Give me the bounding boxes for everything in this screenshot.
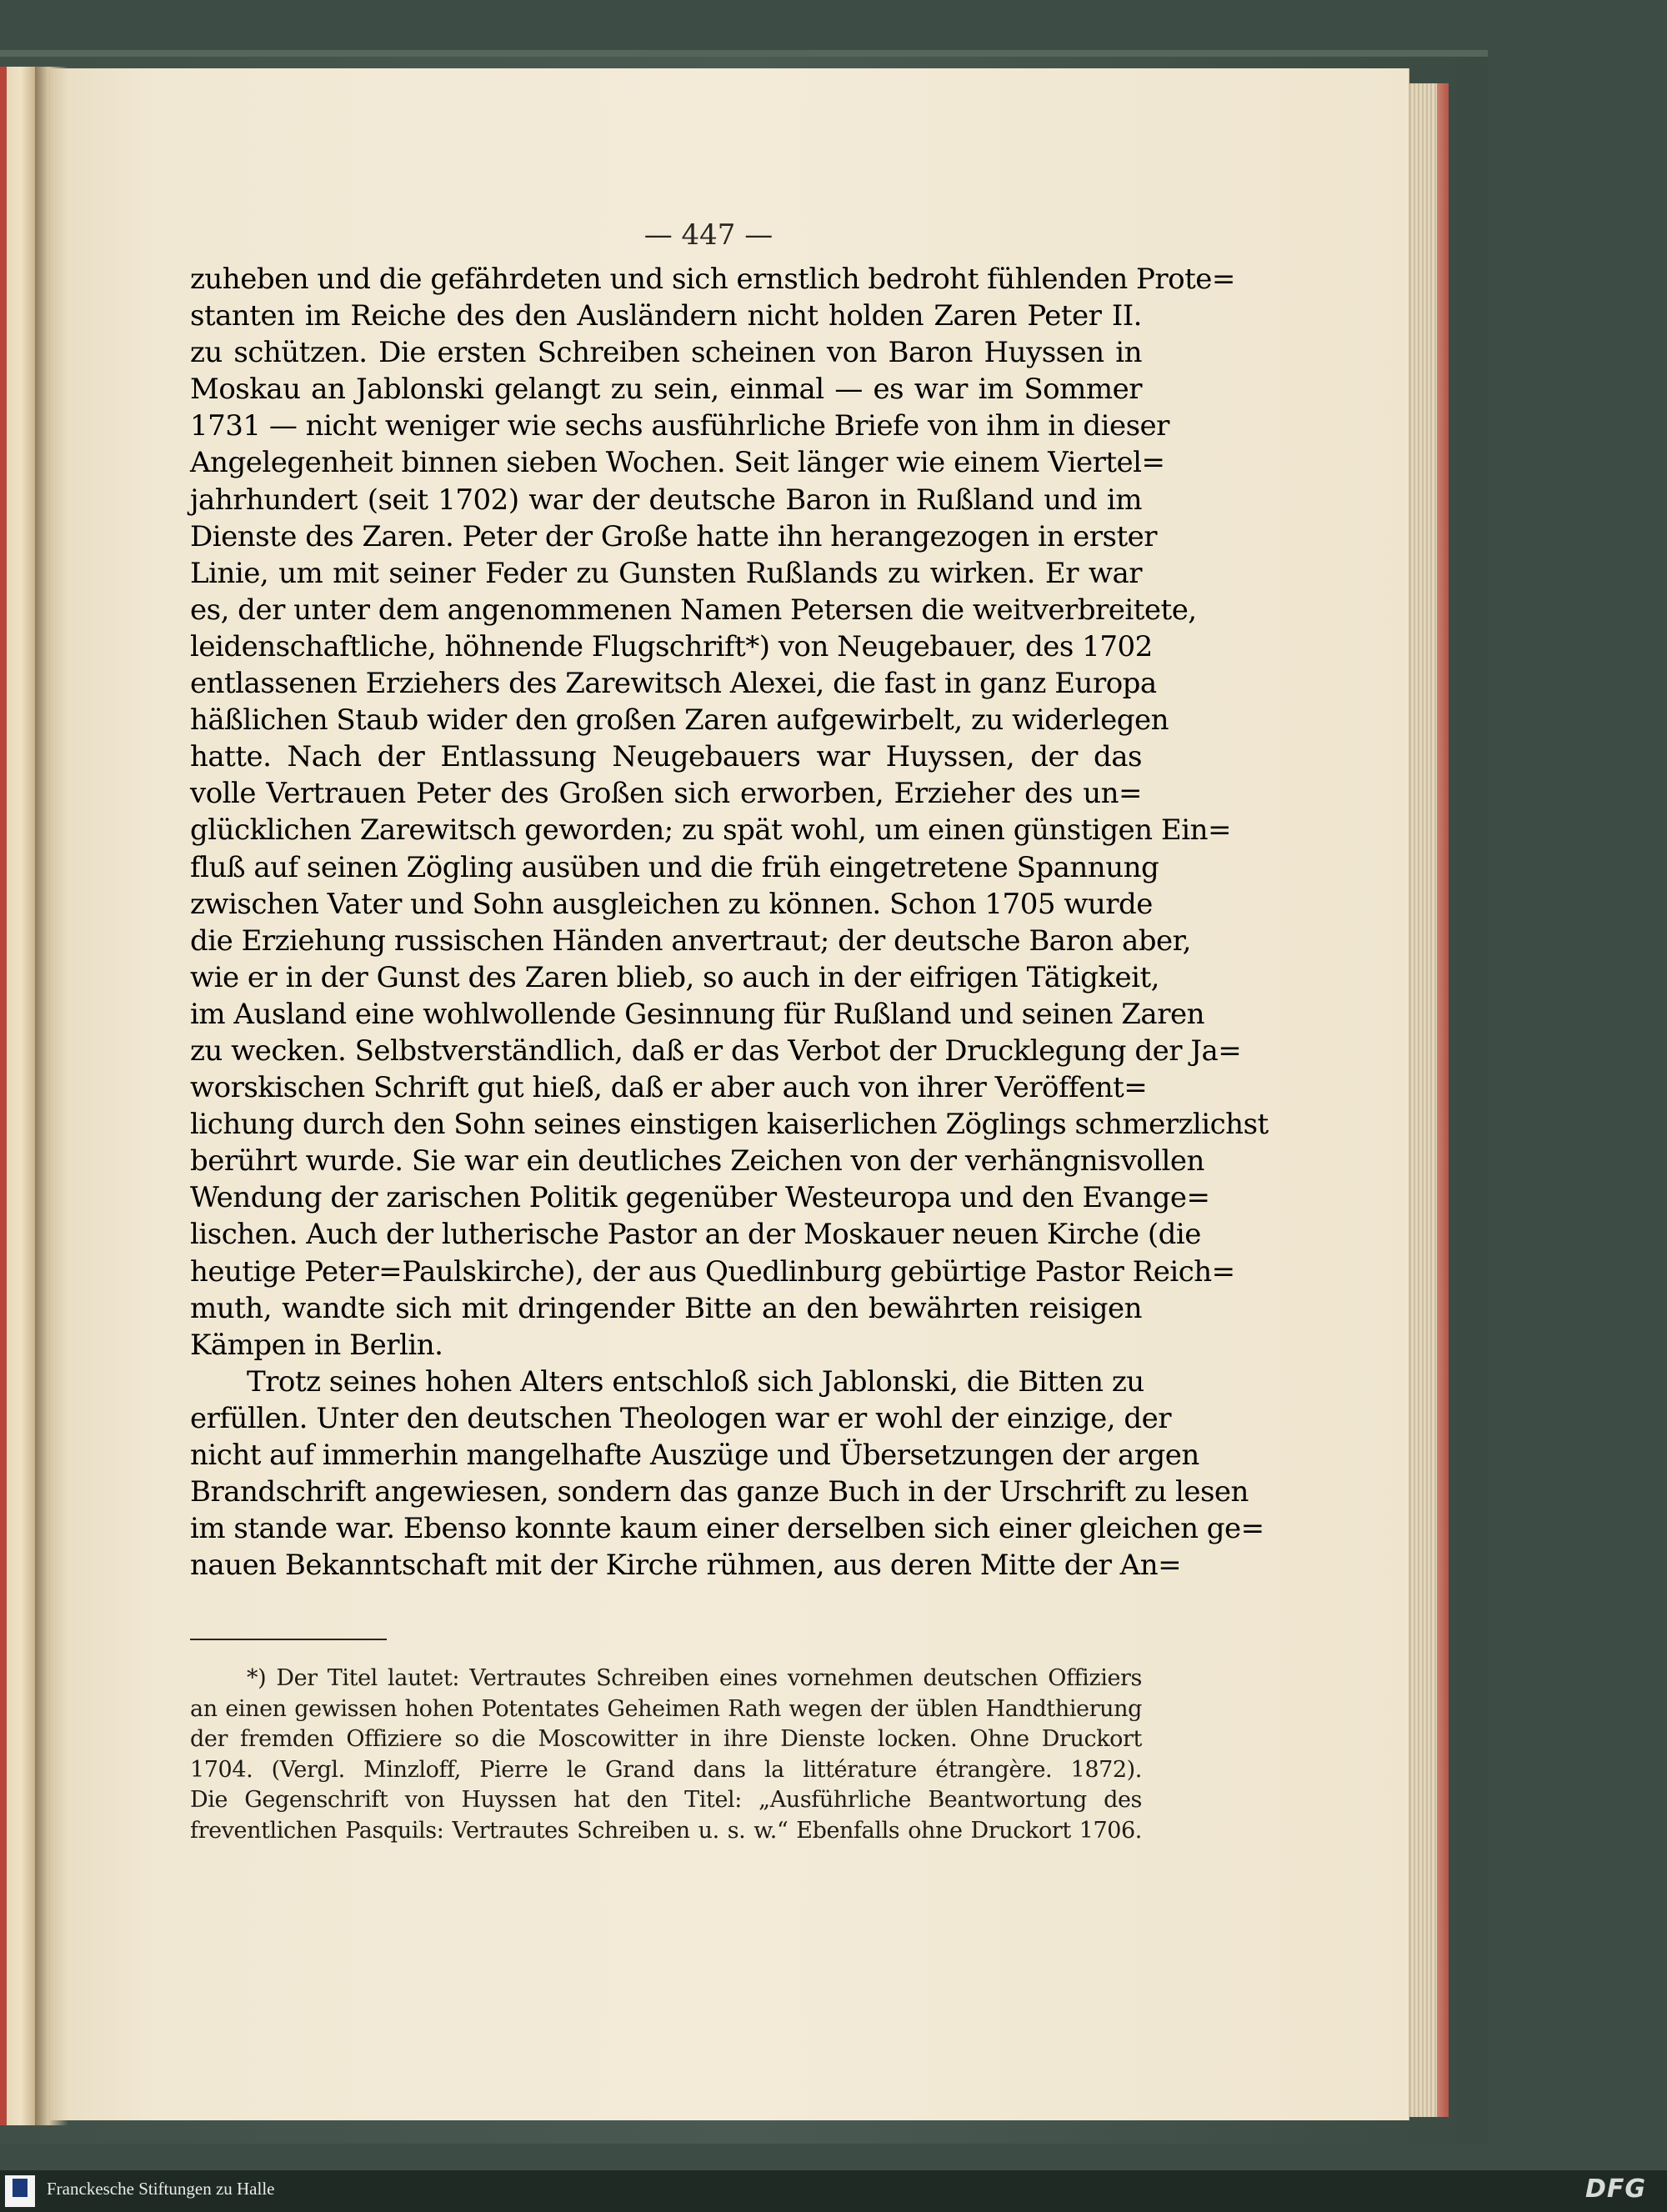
text-line: im stande war. Ebenso konnte kaum einer derselben sich einer gleichen ge= [190, 1512, 1264, 1546]
text-line: entlassenen Erziehers des Zarewitsch Alexei, die fast in ganz Europa [190, 667, 1157, 701]
text-line: zwischen Vater und Sohn ausgleichen zu können. Schon 1705 wurde [190, 887, 1153, 921]
text-line: 1731 — nicht weniger wie sechs ausführliche Briefe von ihm in dieser [190, 409, 1169, 443]
footnote-line: der fremden Offiziere so die Moscowitter in ihre Dienste locken. Ohne Druckort [190, 1726, 1142, 1753]
footnote-rule [190, 1639, 387, 1640]
text-line: Brandschrift angewiesen, sondern das ganze Buch in der Urschrift zu lesen [190, 1475, 1249, 1509]
text-line: worskischen Schrift gut hieß, daß er aber auch von ihrer Veröffent= [190, 1071, 1148, 1105]
text-line: zuheben und die gefährdeten und sich ernstlich bedroht fühlenden Prote= [190, 263, 1235, 296]
previous-page-red-edge [0, 67, 7, 2125]
footnote-line: an einen gewissen hohen Potentates Geheimen Rath wegen der üblen Handthierung [190, 1695, 1142, 1722]
dfg-logo: DFG [1585, 2174, 1647, 2204]
text-line: stanten im Reiche des den Ausländern nicht holden Zaren Peter II. [190, 299, 1142, 333]
text-line: wie er in der Gunst des Zaren blieb, so auch in der eifrigen Tätigkeit, [190, 960, 1159, 994]
text-line: Wendung der zarischen Politik gegenüber Westeuropa und den Evange= [190, 1181, 1210, 1215]
institution-credit: Franckesche Stiftungen zu Halle [47, 2179, 275, 2199]
book-cover-edge [0, 50, 1488, 57]
text-line: leidenschaftliche, höhnende Flugschrift*) von Neugebauer, des 1702 [190, 629, 1153, 663]
text-line: glücklichen Zarewitsch geworden; zu spät wohl, um einen günstigen Ein= [190, 813, 1231, 848]
text-line: hatte. Nach der Entlassung Neugebauers war Huyssen, der das [190, 740, 1142, 774]
text-line: Dienste des Zaren. Peter der Große hatte ihn herangezogen in erster [190, 519, 1158, 553]
institution-logo-icon [13, 2179, 28, 2197]
text-line: erfüllen. Unter den deutschen Theologen war er wohl der einzige, der [190, 1401, 1172, 1435]
text-line: lichung durch den Sohn seines einstigen kaiserlichen Zöglings schmerzlichst [190, 1108, 1269, 1142]
text-line: häßlichen Staub wider den großen Zaren aufgewirbelt, zu widerlegen [190, 703, 1169, 738]
text-line: Angelegenheit binnen sieben Wochen. Seit länger wie einem Viertel= [190, 446, 1165, 480]
text-line: nicht auf immerhin mangelhafte Auszüge und Übersetzungen der argen [190, 1439, 1199, 1472]
text-line: muth, wandte sich mit dringender Bitte an den bewährten reisigen [190, 1291, 1142, 1325]
text-line: lischen. Auch der lutherische Pastor an der Moskauer neuen Kirche (die [190, 1218, 1201, 1252]
footnote-line: 1704. (Vergl. Minzloff, Pierre le Grand dans la littérature étrangère. 1872). [190, 1756, 1142, 1783]
footnote [190, 1664, 1142, 1847]
footnote-line: freventlichen Pasquils: Vertrautes Schreiben u. s. w.“ Ebenfalls ohne Druckort 1706. [190, 1817, 1142, 1844]
body-text [190, 261, 1269, 1584]
footnote-line: Die Gegenschrift von Huyssen hat den Titel: „Ausführliche Beantwortung des [190, 1787, 1142, 1814]
text-line: Linie, um mit seiner Feder zu Gunsten Rußlands zu wirken. Er war [190, 556, 1142, 590]
text-line: Moskau an Jablonski gelangt zu sein, einmal — es war im Sommer [190, 373, 1142, 407]
text-line: zu schützen. Die ersten Schreiben scheinen von Baron Huyssen in [190, 336, 1142, 370]
text-line: zu wecken. Selbstverständlich, daß er das Verbot der Drucklegung der Ja= [190, 1033, 1242, 1068]
text-line: heutige Peter=Paulskirche), der aus Quedlinburg gebürtige Pastor Reich= [190, 1254, 1235, 1289]
text-line: berührt wurde. Sie war ein deutliches Zeichen von der verhängnisvollen [190, 1144, 1204, 1179]
page-gutter-shadow [35, 67, 68, 2125]
text-line: nauen Bekanntschaft mit der Kirche rühmen, aus deren Mitte der An= [190, 1549, 1182, 1583]
text-line: jahrhundert (seit 1702) war der deutsche Baron in Rußland und im [190, 483, 1142, 517]
text-line: volle Vertrauen Peter des Großen sich erworben, Erzieher des un= [190, 777, 1142, 811]
footnote-line: *) Der Titel lautet: Vertrautes Schreiben eines vornehmen deutschen Offiziers [247, 1665, 1142, 1691]
text-line: die Erziehung russischen Händen anvertraut; der deutsche Baron aber, [190, 923, 1191, 958]
page-number: — 447 — [643, 218, 773, 252]
text-line: es, der unter dem angenommenen Namen Petersen die weitverbreitete, [190, 593, 1197, 627]
page-stack-red-edge [1437, 83, 1449, 2117]
text-line: Trotz seines hohen Alters entschloß sich Jablonski, die Bitten zu [247, 1364, 1144, 1399]
text-line: im Ausland eine wohlwollende Gesinnung für Rußland und seinen Zaren [190, 997, 1204, 1031]
text-line: fluß auf seinen Zögling ausüben und die früh eingetretene Spannung [190, 850, 1159, 884]
text-line: Kämpen in Berlin. [190, 1328, 443, 1362]
